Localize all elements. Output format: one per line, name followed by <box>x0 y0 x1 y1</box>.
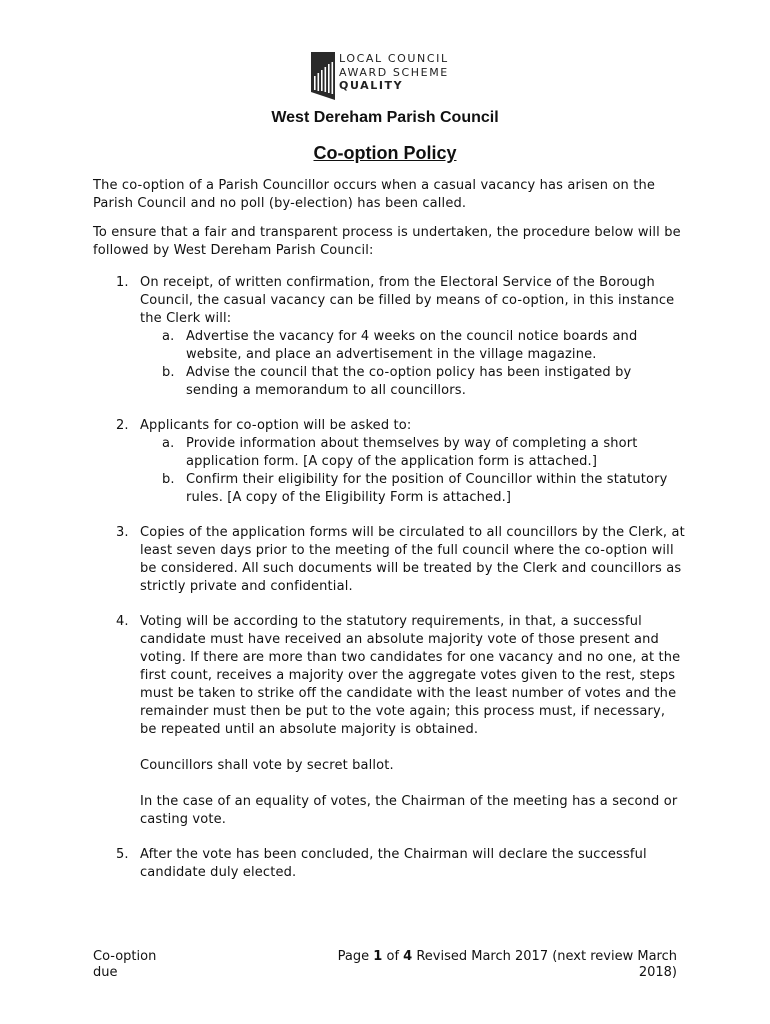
council-name: West Dereham Parish Council <box>271 109 499 126</box>
list-item-text: Applicants for co-option will be asked to: <box>140 418 412 433</box>
policy-body <box>93 177 685 899</box>
page-total: 4 <box>403 949 413 964</box>
logo-emblem-icon <box>311 52 335 100</box>
page-footer <box>93 949 677 989</box>
list-item-text: After the vote has been concluded, the Chairman will declare the successful candidate duly elected. <box>140 847 647 880</box>
list-item-text: Voting will be according to the statutory requirements, in that, a successful candidate must have received an absolute majority vote of those present and voting. If there are more than two candidates for one vacancy and no one, at the first count, receives a majority over the aggregate votes given to the rest, steps must be taken to strike off the candidate with the least number of votes and the remainder must then be put to the vote again; this process must, if necessary, be repeated until an absolute majority is obtained. <box>140 614 681 737</box>
list-item-text: On receipt, of written confirmation, from the Electoral Service of the Borough Council, the casual vacancy can be filled by means of co-option, in this instance the Clerk will: <box>140 275 675 326</box>
intro-paragraph: The co-option of a Parish Councillor occurs when a casual vacancy has arisen on the Parish Council and no poll (by-election) has been called. <box>93 178 656 211</box>
quality-award-logo <box>311 52 471 100</box>
logo-line-1: LOCAL COUNCIL <box>339 52 449 65</box>
sub-item <box>140 471 685 507</box>
sub-letter: b. <box>162 472 175 487</box>
sub-item-text: Provide information about themselves by way of completing a short application form. [A copy of the application form is attached.] <box>186 436 638 469</box>
sub-item-text: Confirm their eligibility for the position of Councillor within the statutory rules. [A copy of the Eligibility Form is attached.] <box>186 472 668 505</box>
revision-note: Revised March 2017 (next review March 2018) <box>416 949 677 980</box>
list-item <box>93 524 685 596</box>
list-item <box>93 417 685 507</box>
list-number: 1. <box>116 275 129 290</box>
list-item-paragraph: Councillors shall vote by secret ballot. <box>140 758 394 773</box>
logo-line-3: QUALITY <box>339 79 404 92</box>
sub-item <box>140 328 685 364</box>
sub-item <box>140 364 685 400</box>
sub-letter: a. <box>162 436 175 451</box>
list-item <box>93 613 685 829</box>
sub-item <box>140 435 685 471</box>
page-title: Co-option Policy <box>313 143 457 163</box>
sub-letter: b. <box>162 365 175 380</box>
list-number: 5. <box>116 847 129 862</box>
list-number: 4. <box>116 614 129 629</box>
sub-item-text: Advertise the vacancy for 4 weeks on the council notice boards and website, and place an advertisement in the village magazine. <box>186 329 638 362</box>
logo-wordmark <box>339 52 449 93</box>
footer-page-info <box>337 949 677 981</box>
page-label: Page <box>337 949 370 964</box>
sub-item-text: Advise the council that the co-option policy has been instigated by sending a memorandum to all councillors. <box>186 365 632 398</box>
intro-paragraph: To ensure that a fair and transparent process is undertaken, the procedure below will be followed by West Dereham Parish Council: <box>93 225 681 258</box>
list-number: 2. <box>116 418 129 433</box>
logo-line-2: AWARD SCHEME <box>339 65 449 79</box>
of-label: of <box>386 949 400 964</box>
list-item-paragraph: In the case of an equality of votes, the Chairman of the meeting has a second or casting vote. <box>140 794 678 827</box>
list-item <box>93 274 685 400</box>
list-number: 3. <box>116 525 129 540</box>
page-number: 1 <box>373 949 383 964</box>
list-item-text: Copies of the application forms will be circulated to all councillors by the Clerk, at least seven days prior to the meeting of the full council where the co-option will be considered. All such documents will be treated by the Clerk and councillors as strictly private and confidential. <box>140 525 685 594</box>
footer-doc-label: Co-option due <box>93 949 157 980</box>
list-item <box>93 846 685 882</box>
sub-letter: a. <box>162 329 175 344</box>
